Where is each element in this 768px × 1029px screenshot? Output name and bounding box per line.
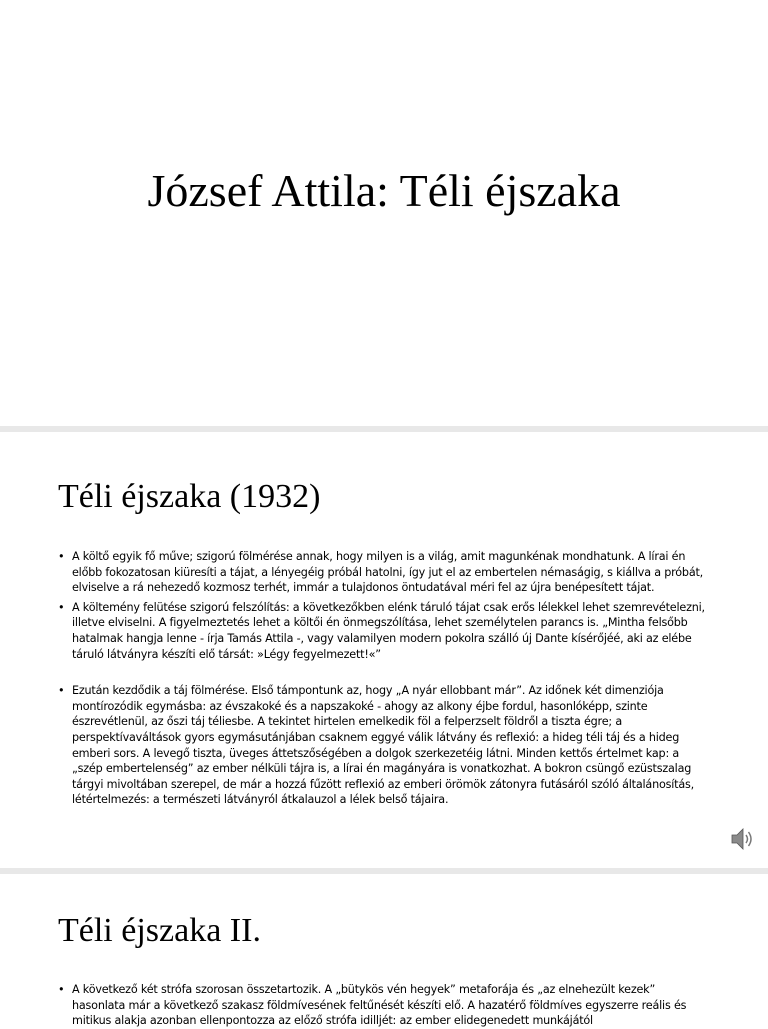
slide-divider [0, 426, 768, 432]
slide-title: József Attila: Téli éjszaka [147, 165, 621, 216]
speaker-icon[interactable] [730, 826, 754, 852]
slide-divider [0, 868, 768, 874]
bullet-list [58, 549, 710, 808]
bullet-item: • Ezután kezdődik a táj fölmérése. Első támpontunk az, hogy „A nyár ellobbant már”. Az időnek két dimenziója montírozódik egymásba: az évszakoké és a napszakoké - ahogy az alkony éjbe fordul, hasonlóképp, szinte észrevétlenül, az őszi táj téliesbe. A tekintet hirtelen emelkedik föl a felperzselt földről a tiszta égre; a perspektívaváltások gyors egymásutánjában csaknem eggyé válik látvány és reflexió: a hideg téli táj és a hideg emberi sors. A levegő tiszta, üveges áttetszőségében a dolgok szerkezetéig látni. Minden kettős értelmet kap: a „szép embertelenség” az ember nélküli tájra is, a lírai én magányára is vonatkozhat. A bokron csüngő ezüstszalag tárgyi mivoltában szerepel, de már a hozzá fűzött reflexió az emberi örömök zátonyra futásáról szóló általánosítás, létértelmezés: a természeti látványról átkalauzol a lélek belső tájaira. [58, 683, 710, 808]
slide-heading: Téli éjszaka II. [58, 912, 261, 949]
slide-heading: Téli éjszaka (1932) [58, 478, 321, 515]
bullet-item: • A költő egyik fő műve; szigorú fölmérése annak, hogy milyen is a világ, amit magunkénak mondhatunk. A lírai én előbb fokozatosan kiüresíti a tájat, a lényegéig próbál hatolni, így jut el az embertelen némaságig, s kiállva a próbát, elviselve a rá nehezedő kozmosz terhét, immár a tulajdonos öntudatával méri fel az újra benépesített tájat. [58, 549, 710, 596]
bullet-item: • A költemény felütése szigorú felszólítás: a következőkben elénk táruló tájat csak erős lélekkel lehet szemrevételezni, illetve elviselni. A figyelmeztetés lehet a költői én önmegszólítása, lehet személytelen parancs is. „Mintha felsőbb hatalmak hangja lenne - írja Tamás Attila -, vagy valamilyen modern pokolra szálló új Dante kísérőjéé, aki az elébe táruló látványra készíti elő társát: »Légy fegyelmezett!«” [58, 600, 710, 662]
bullet-item: • A következő két strófa szorosan összetartozik. A „bütykös vén hegyek” metaforája és „az elnehezült kezek” hasonlata már a következő szakasz földmívesének feltűnését készíti elő. A hazatérő földmíves egyszerre reális és mitikus alakja azonban ellenpontozza az előző strófa idilljét: az ember elidegenedett munkájától [58, 982, 710, 1029]
bullet-list [58, 982, 710, 1029]
